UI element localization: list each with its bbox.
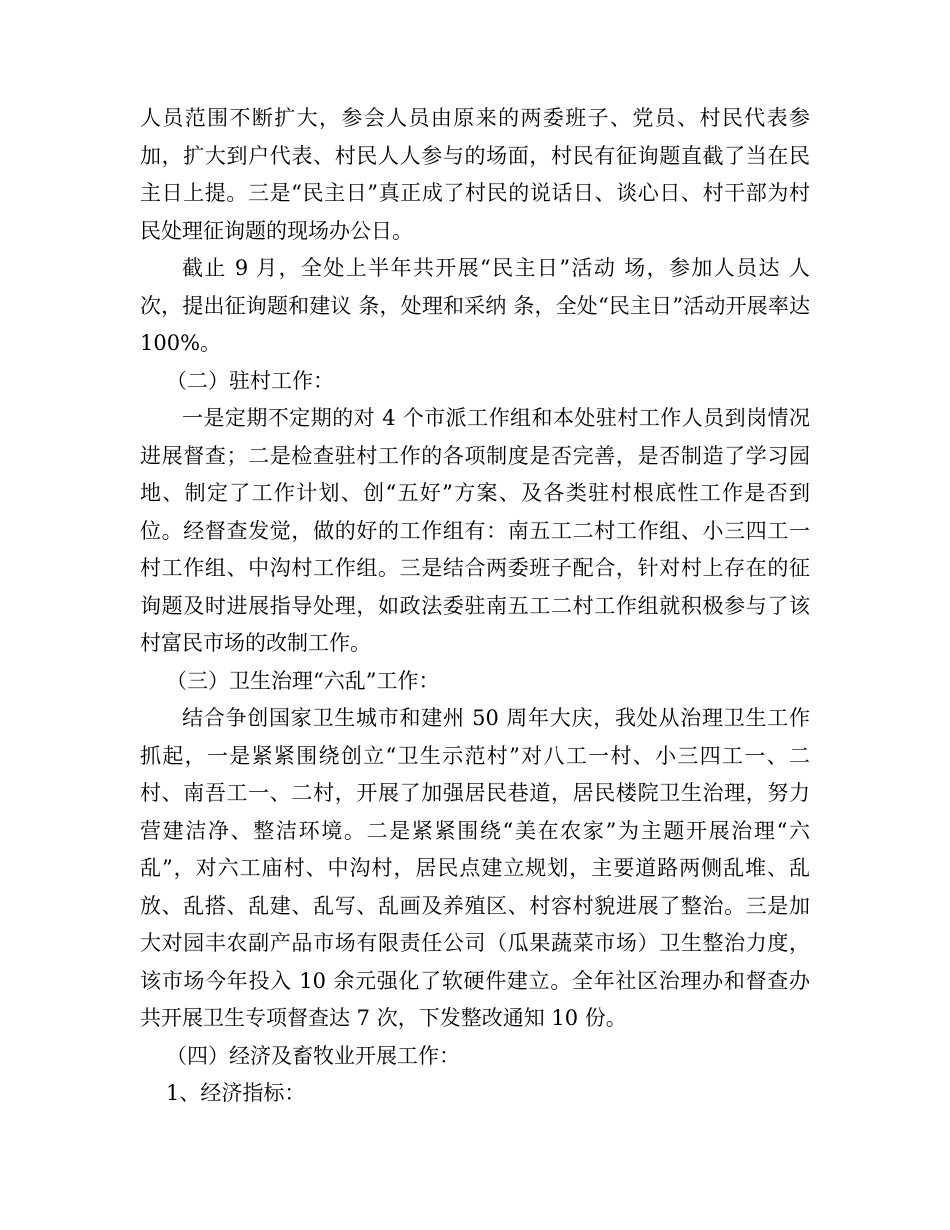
subheading-economic-indicators: 1、经济指标： — [166, 1081, 306, 1105]
section-heading-economy: （四）经济及畜牧业开展工作： — [166, 1043, 460, 1068]
paragraph-democracy-day-stats: 截止 9 月，全处上半年共开展“民主日”活动 场，参加人员达 人次，提出征询题和建议 条，处理和采纳 条，全处“民主日”活动开展率达 100%。 — [140, 256, 810, 355]
section-heading-sanitation: （三）卫生治理“六乱”工作： — [166, 668, 440, 693]
document-page — [140, 100, 810, 1113]
paragraph-sanitation: 结合争创国家卫生城市和建州 50 周年大庆，我处从治理卫生工作抓起，一是紧紧围绕创立“卫生示范村”对八工一村、小三四工一、二村、南吾工一、二村，开展了加强居民巷道，居民楼院卫生治理，努力营建洁净、整洁环境。二是紧紧围绕“美在农家”为主题开展治理“六乱”，对六工庙村、中沟村，居民点建立规划，主要道路两侧乱堆、乱放、乱搭、乱建、乱写、乱画及养殖区、村容村貌进展了整治。三是加大对园丰农副产品市场有限责任公司（瓜果蔬菜市场）卫生整治力度，该市场今年投入 10 余元强化了软硬件建立。全年社区治理办和督查办共开展卫生专项督查达 7 次，下发整改通知 10 份。 — [140, 706, 810, 1030]
section-heading-village-work: （二）驻村工作： — [166, 368, 334, 393]
paragraph-village-work: 一是定期不定期的对 4 个市派工作组和本处驻村工作人员到岗情况进展督查；二是检查驻村工作的各项制度是否完善，是否制造了学习园地、制定了工作计划、创“五好”方案、及各类驻村根底性工作是否到位。经督查发觉，做的好的工作组有：南五工二村工作组、小三四工一村工作组、中沟村工作组。三是结合两委班子配合，针对村上存在的征询题及时进展指导处理，如政法委驻南五工二村工作组就积极参与了该村富民市场的改制工作。 — [140, 406, 810, 655]
paragraph-continuation: 人员范围不断扩大，参会人员由原来的两委班子、党员、村民代表参加，扩大到户代表、村民人人参与的场面，村民有征询题直截了当在民主日上提。三是“民主日”真正成了村民的说话日、谈心日、村干部为村民处理征询题的现场办公日。 — [140, 106, 810, 243]
